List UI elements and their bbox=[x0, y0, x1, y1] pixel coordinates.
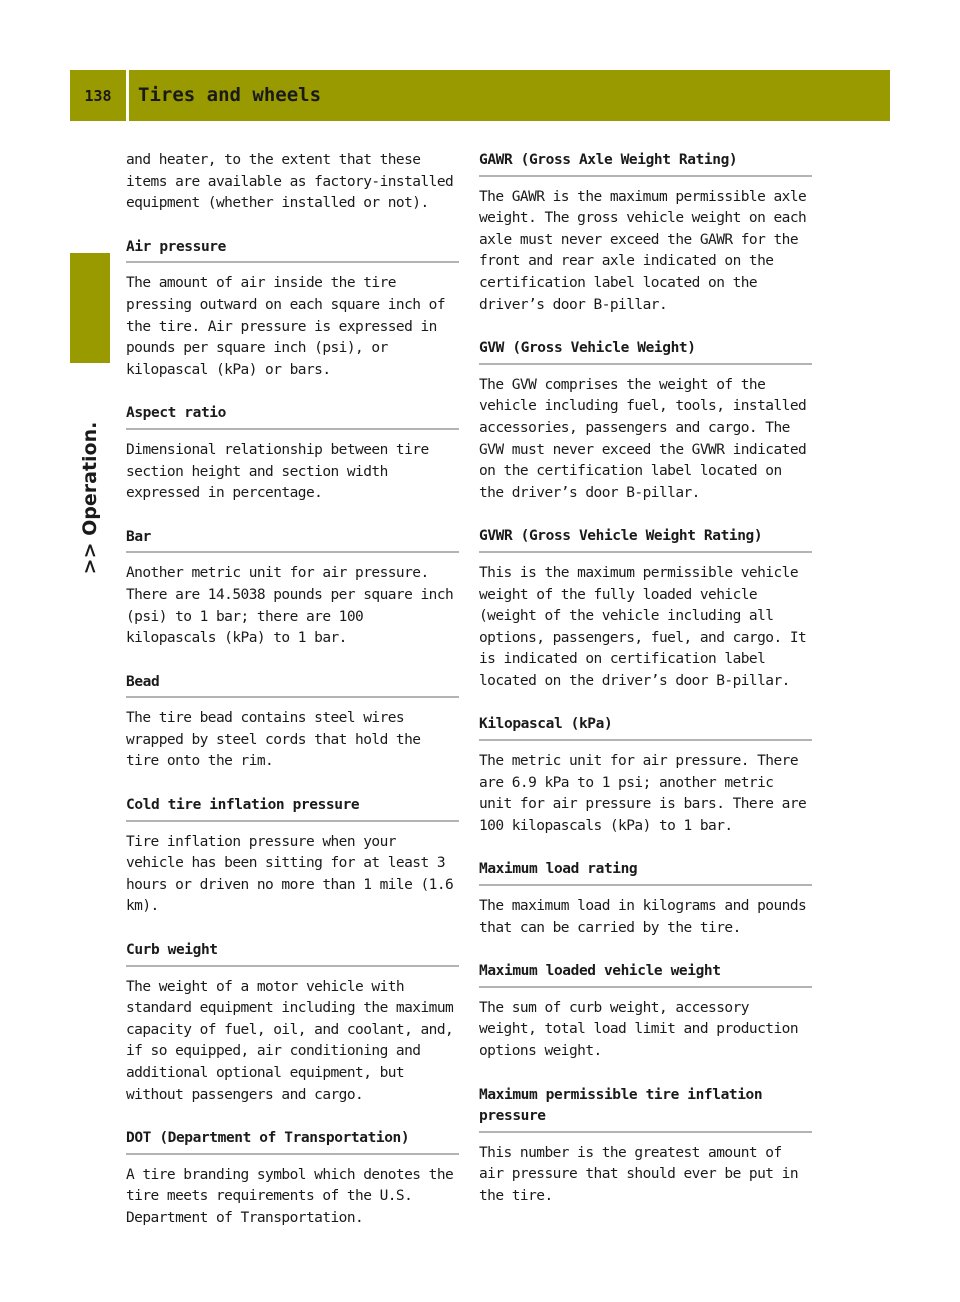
side-accent-block bbox=[70, 253, 110, 363]
term-heading: Maximum load rating bbox=[479, 859, 812, 886]
term-definition: A tire branding symbol which denotes the tire meets requirements of the U.S. Department of Transportation. bbox=[126, 1166, 454, 1226]
term-definition: This number is the greatest amount of air pressure that should ever be put in the tire. bbox=[479, 1144, 799, 1204]
term-heading: Curb weight bbox=[126, 940, 459, 967]
section-title: Tires and wheels bbox=[138, 84, 322, 106]
term-definition: Tire inflation pressure when your vehicle has been sitting for at least 3 hours or driven no more than 1 mile (1.6 km). bbox=[126, 833, 454, 915]
term-definition: The sum of curb weight, accessory weight, total load limit and production options weight. bbox=[479, 999, 799, 1059]
side-tab bbox=[70, 370, 110, 625]
right-column bbox=[479, 150, 812, 1230]
side-tab-label: >> Operation. bbox=[79, 421, 101, 574]
intro-paragraph: and heater, to the extent that these items are available as factory-installed equipment (whether installed or not). bbox=[126, 152, 454, 212]
term-heading: Cold tire inflation pressure bbox=[126, 795, 459, 822]
term-heading: Bar bbox=[126, 527, 459, 554]
term-definition: The maximum load in kilograms and pounds that can be carried by the tire. bbox=[479, 898, 807, 936]
term-definition: The weight of a motor vehicle with standard equipment including the maximum capacity of fuel, oil, and coolant, and, if so equipped, air conditioning and additional optional equipment, but without passengers and cargo. bbox=[126, 978, 454, 1103]
term-heading: GVW (Gross Vehicle Weight) bbox=[479, 338, 812, 365]
page-header bbox=[70, 70, 890, 121]
term-heading: Maximum loaded vehicle weight bbox=[479, 961, 812, 988]
term-definition: The amount of air inside the tire pressing outward on each square inch of the tire. Air pressure is expressed in pounds per square inch (psi), or kilopascal (kPa) or bars. bbox=[126, 275, 446, 378]
term-definition: This is the maximum permissible vehicle weight of the fully loaded vehicle (weight of the vehicle including all options, passengers, fuel, and cargo. It is indicated on certification label located on the driver’s door B-pillar. bbox=[479, 564, 807, 689]
term-heading: Maximum permissible tire inflation pressure bbox=[479, 1085, 812, 1133]
term-heading: Aspect ratio bbox=[126, 403, 459, 430]
term-definition: Dimensional relationship between tire section height and section width expressed in percentage. bbox=[126, 441, 429, 502]
header-divider bbox=[126, 70, 129, 121]
term-heading: Kilopascal (kPa) bbox=[479, 714, 812, 741]
term-heading: DOT (Department of Transportation) bbox=[126, 1128, 459, 1155]
term-heading: Air pressure bbox=[126, 237, 459, 264]
term-definition: The metric unit for air pressure. There are 6.9 kPa to 1 psi; another metric unit for air pressure is bars. There are 100 kilopascals (kPa) to 1 bar. bbox=[479, 753, 807, 834]
left-column bbox=[126, 150, 459, 1252]
term-heading: GVWR (Gross Vehicle Weight Rating) bbox=[479, 526, 812, 553]
term-definition: The GAWR is the maximum permissible axle weight. The gross vehicle weight on each axle must never exceed the GAWR for the front and rear axle indicated on the certification label located on the driver’s door B-pillar. bbox=[479, 188, 807, 313]
term-definition: The tire bead contains steel wires wrapped by steel cords that hold the tire onto the rim. bbox=[126, 710, 421, 770]
page-number: 138 bbox=[84, 86, 112, 105]
term-definition: The GVW comprises the weight of the vehicle including fuel, tools, installed accessories, passengers and cargo. The GVW must never exceed the GVWR indicated on the certification label located on the driver’s door B-pillar. bbox=[479, 376, 807, 501]
term-definition: Another metric unit for air pressure. There are 14.5038 pounds per square inch (psi) to 1 bar; there are 100 kilopascals (kPa) to 1 bar. bbox=[126, 565, 454, 647]
term-heading: Bead bbox=[126, 672, 459, 699]
term-heading: GAWR (Gross Axle Weight Rating) bbox=[479, 150, 812, 177]
